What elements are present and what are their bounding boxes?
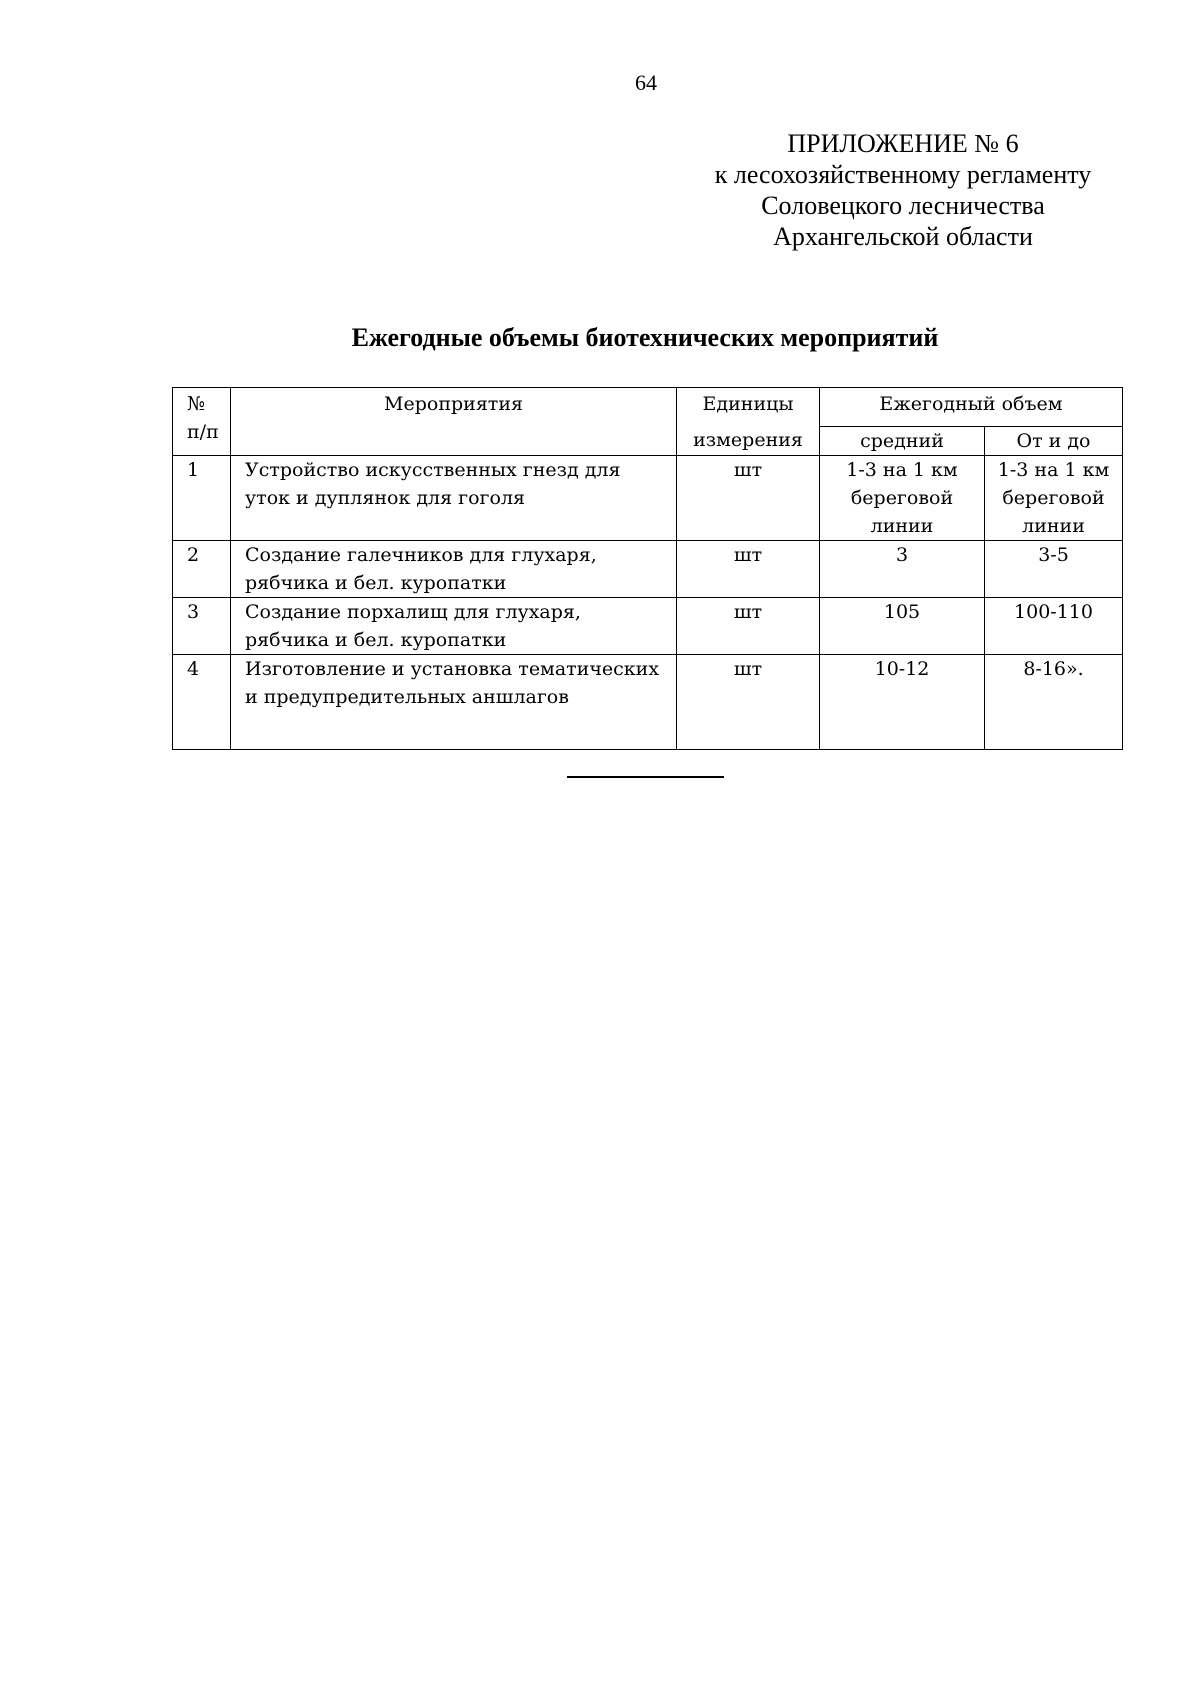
appendix-header (0, 128, 1200, 252)
row-measure: Устройство искусственных гнезд для уток и дуплянок для гоголя (231, 456, 677, 541)
row-range: 3-5 (985, 541, 1123, 598)
row-range: 8-16». (985, 655, 1123, 750)
header-units-line2: измерения (693, 429, 803, 451)
header-units (677, 388, 820, 456)
table-row (173, 541, 1123, 598)
row-range: 100-110 (985, 598, 1123, 655)
row-average: 10-12 (820, 655, 985, 750)
row-measure: Изготовление и установка тематических и предупредительных аншлагов (231, 655, 677, 750)
row-range: 1-3 на 1 км береговой линии (985, 456, 1123, 541)
row-average: 3 (820, 541, 985, 598)
row-unit: шт (677, 598, 820, 655)
appendix-region: Архангельской области (773, 222, 1033, 251)
row-measure: Создание порхалищ для глухаря, рябчика и бел. куропатки (231, 598, 677, 655)
row-number: 1 (173, 456, 231, 541)
appendix-regulation: к лесохозяйственному регламенту (714, 160, 1092, 189)
row-unit: шт (677, 541, 820, 598)
header-number-pp: п/п (187, 421, 219, 443)
document-title: Ежегодные объемы биотехнических мероприятий (351, 323, 939, 352)
row-unit: шт (677, 655, 820, 750)
appendix-number: ПРИЛОЖЕНИЕ № 6 (787, 129, 1019, 158)
row-average: 105 (820, 598, 985, 655)
row-average: 1-3 на 1 км береговой линии (820, 456, 985, 541)
table-row (173, 456, 1123, 541)
header-number (173, 388, 231, 456)
header-measure: Мероприятия (231, 388, 677, 456)
row-unit: шт (677, 456, 820, 541)
header-range: От и до (985, 427, 1123, 456)
table-header-row (173, 388, 1123, 427)
activities-table (172, 387, 1123, 750)
closing-rule (567, 776, 724, 778)
header-annual-volume: Ежегодный объем (820, 388, 1123, 427)
row-number: 2 (173, 541, 231, 598)
row-number: 3 (173, 598, 231, 655)
row-measure: Создание галечников для глухаря, рябчика и бел. куропатки (231, 541, 677, 598)
table-row (173, 598, 1123, 655)
appendix-forestry: Соловецкого лесничества (761, 191, 1045, 220)
table-row (173, 655, 1123, 750)
header-number-sign: № (187, 393, 205, 415)
row-number: 4 (173, 655, 231, 750)
header-units-line1: Единицы (702, 393, 794, 415)
page-number: 64 (635, 70, 657, 95)
header-average: средний (820, 427, 985, 456)
